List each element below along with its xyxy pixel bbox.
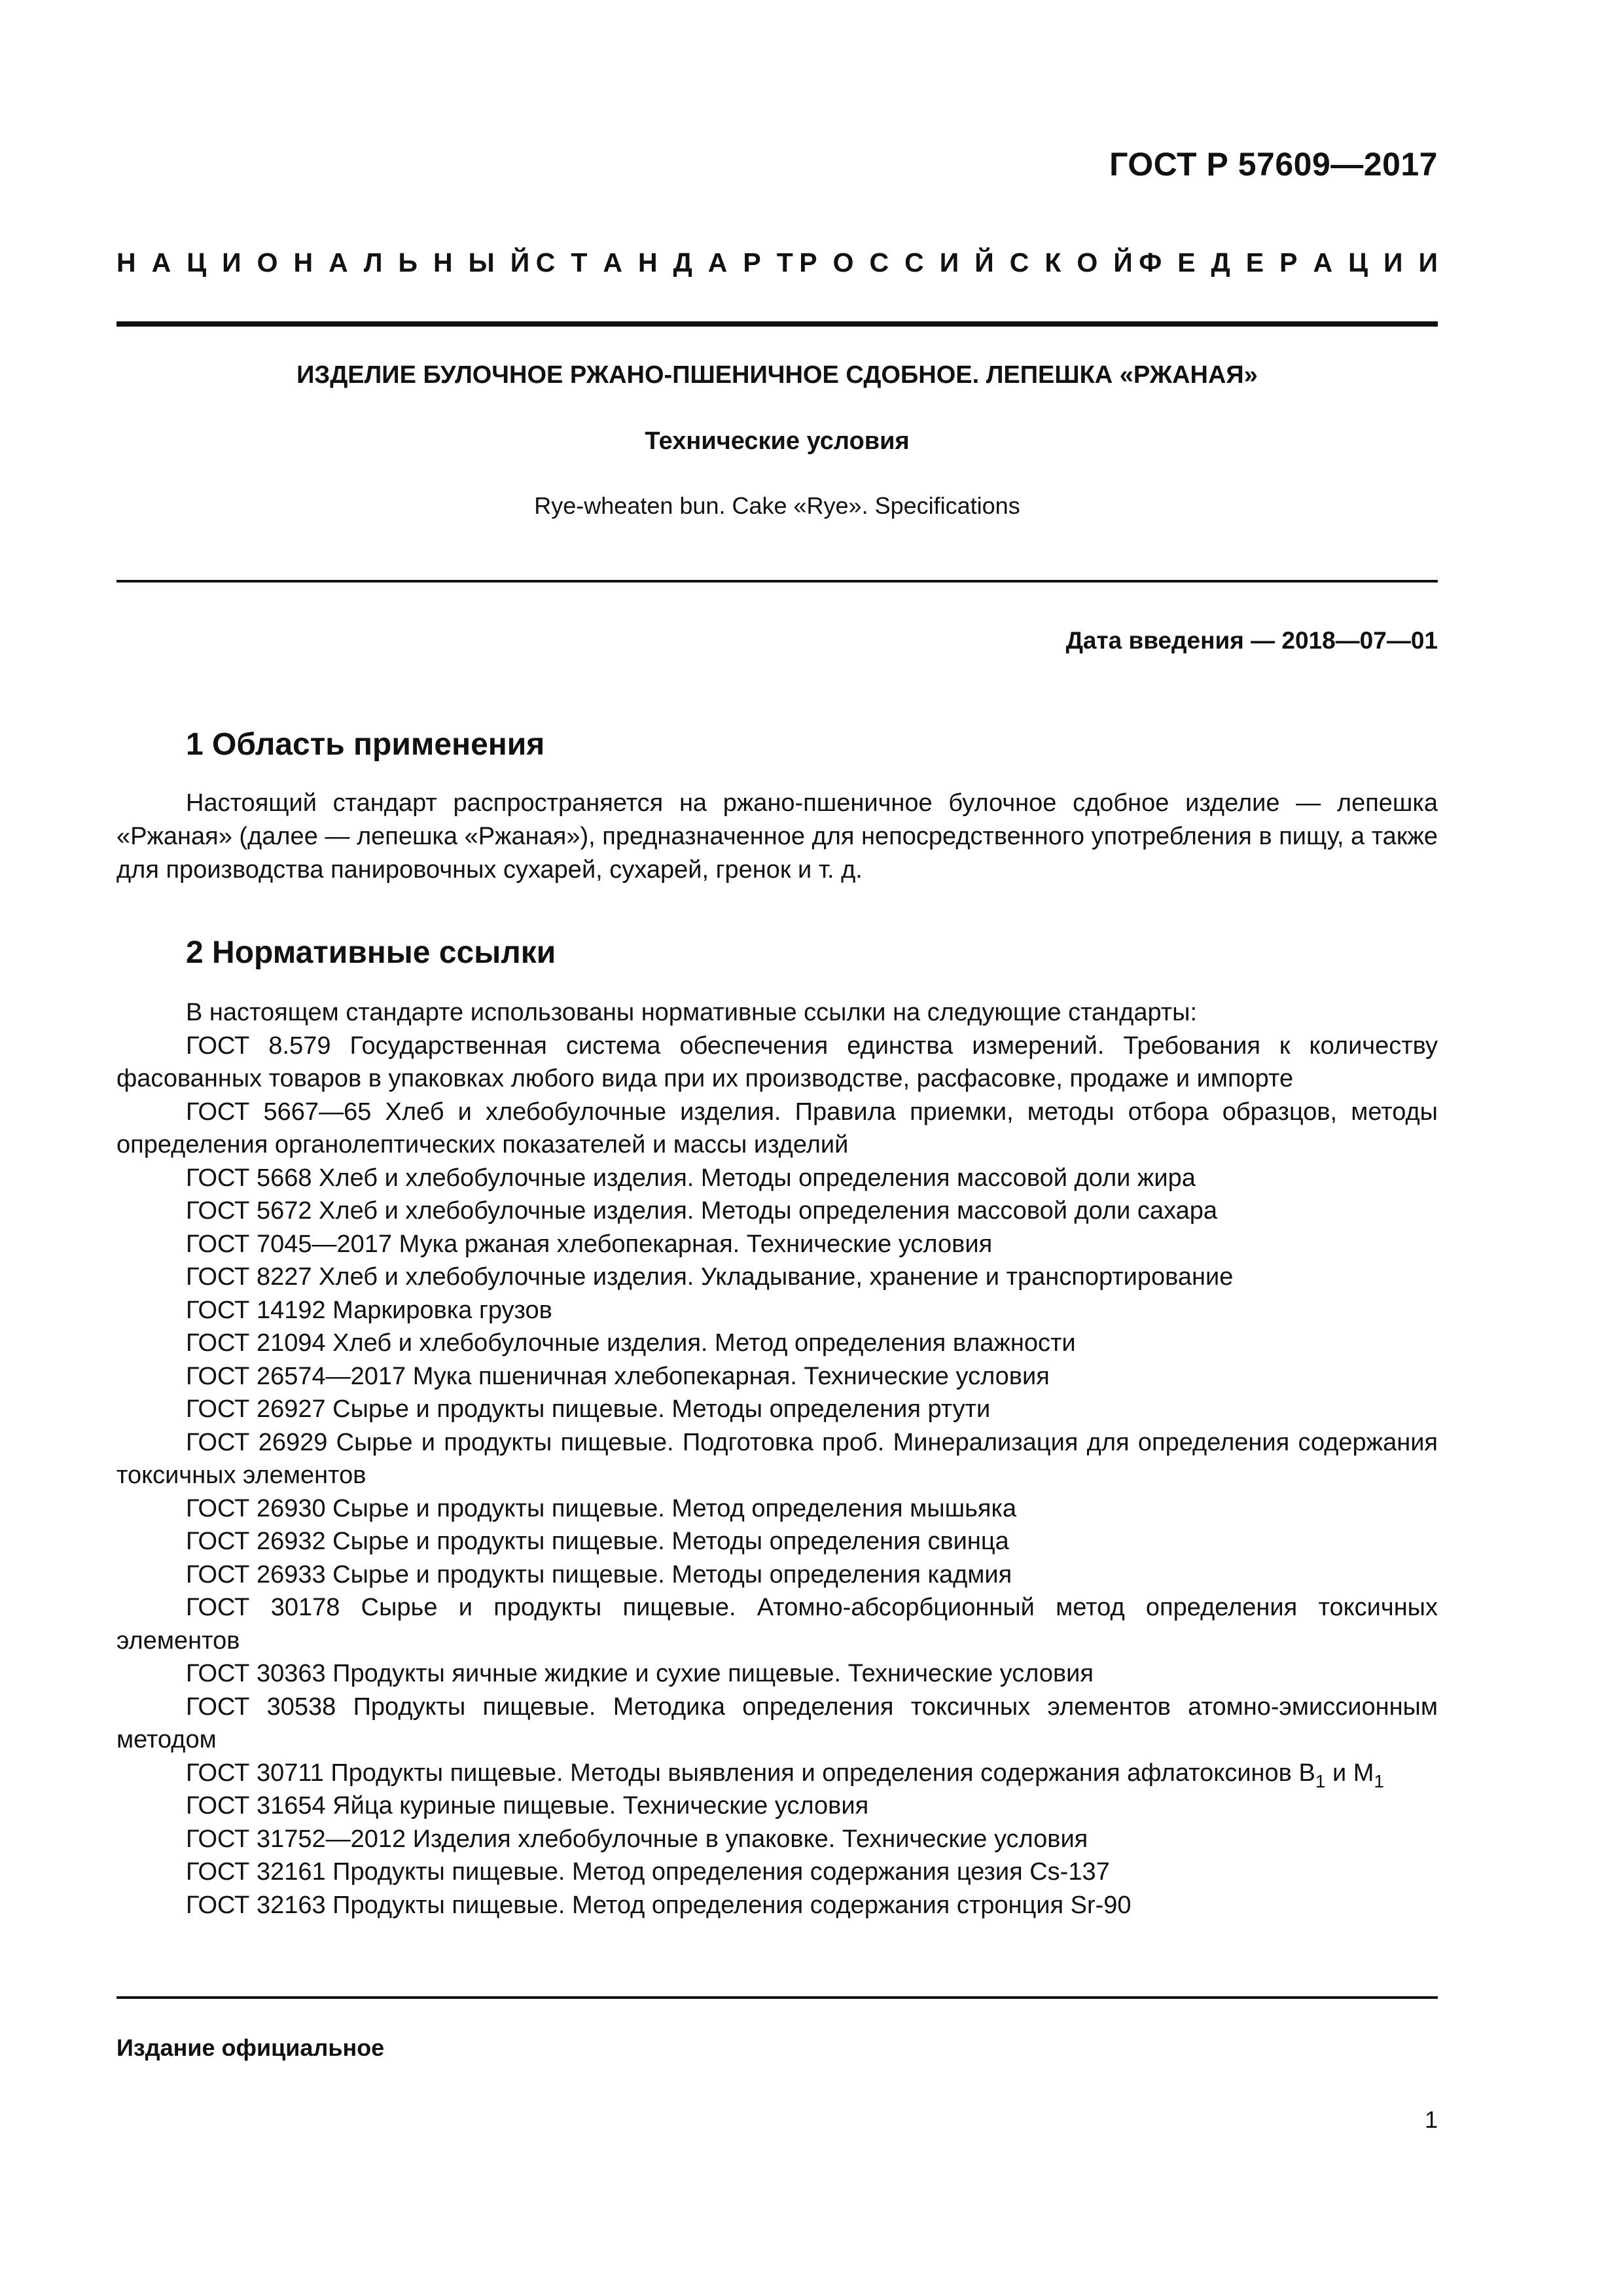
reference-item: ГОСТ 26933 Сырье и продукты пищевые. Методы определения кадмия <box>186 1560 1012 1588</box>
section-1-heading: 1 Область применения <box>186 727 545 762</box>
references-intro: В настоящем стандарте использованы нормативные ссылки на следующие стандарты: <box>186 999 1198 1026</box>
footer-divider <box>116 1996 1438 1999</box>
reference-item: ГОСТ 8227 Хлеб и хлебобулочные изделия. Укладывание, хранение и транспортирование <box>186 1263 1234 1291</box>
section-1-text: Настоящий стандарт распространяется на ржано-пшеничное булочное сдобное изделие — лепешка «Ржаная» (далее — лепешка «Ржаная»), предназначенное для непосредственного употребления в пищу, а также для производства панировочных сухарей, сухарей, гренок и т. д. <box>116 789 1438 884</box>
header-divider <box>116 321 1438 327</box>
english-title: Rye-wheaten bun. Cake «Rye». Specifications <box>534 492 1020 519</box>
title-divider <box>116 580 1438 583</box>
reference-item: ГОСТ 31654 Яйца куриные пищевые. Технические условия <box>186 1792 869 1820</box>
reference-item: ГОСТ 21094 Хлеб и хлебобулочные изделия. Метод определения влажности <box>186 1329 1076 1357</box>
document-subtitle: Технические условия <box>645 427 910 455</box>
reference-item: ГОСТ 5672 Хлеб и хлебобулочные изделия. Методы определения массовой доли сахара <box>186 1197 1218 1225</box>
reference-item-aflatoxins: ГОСТ 30711 Продукты пищевые. Методы выявления и определения содержания афлатоксинов $B_1$ и $M_1$ <box>186 1759 1384 1791</box>
reference-item: ГОСТ 5668 Хлеб и хлебобулочные изделия. Методы определения массовой доли жира <box>186 1164 1196 1192</box>
edition-label: Издание официальное <box>116 2034 385 2061</box>
header-word-1: Н А Ц И О Н А Л Ь Н Ы Й <box>116 247 530 278</box>
reference-item: ГОСТ 30178 Сырье и продукты пищевые. Атомно-абсорбционный метод определения токсичных элементов <box>116 1594 1438 1655</box>
reference-item: ГОСТ 30538 Продукты пищевые. Методика определения токсичных элементов атомно-эмиссионным методом <box>116 1693 1438 1753</box>
header-word-2: С Т А Н Д А Р Т <box>535 247 793 278</box>
normative-references-list <box>116 996 1438 1922</box>
reference-item: ГОСТ 31752—2012 Изделия хлебобулочные в упаковке. Технические условия <box>186 1825 1088 1853</box>
header-word-3: Р О С С И Й С К О Й <box>799 247 1133 278</box>
reference-item: ГОСТ 26930 Сырье и продукты пищевые. Метод определения мышьяка <box>186 1494 1017 1522</box>
reference-item: ГОСТ 30363 Продукты яичные жидкие и сухие пищевые. Технические условия <box>186 1660 1094 1687</box>
header-word-4: Ф Е Д Е Р А Ц И И <box>1139 247 1438 278</box>
reference-item: ГОСТ 14192 Маркировка грузов <box>186 1296 552 1324</box>
reference-item: ГОСТ 8.579 Государственная система обеспечения единства измерений. Требования к количеству фасованных товаров в упаковках любого вида при их производстве, расфасовке, продаже и импорте <box>116 1031 1438 1092</box>
reference-item: ГОСТ 32163 Продукты пищевые. Метод определения содержания стронция Sr-90 <box>186 1891 1132 1919</box>
reference-item: ГОСТ 26927 Сырье и продукты пищевые. Методы определения ртути <box>186 1395 991 1423</box>
reference-item: ГОСТ 32161 Продукты пищевые. Метод определения содержания цезия Cs-137 <box>186 1858 1110 1886</box>
standard-number: ГОСТ Р 57609—2017 <box>1109 146 1438 183</box>
document-title: ИЗДЕЛИЕ БУЛОЧНОЕ РЖАНО-ПШЕНИЧНОЕ СДОБНОЕ. ЛЕПЕШКА «РЖАНАЯ» <box>296 361 1258 389</box>
reference-item: ГОСТ 26574—2017 Мука пшеничная хлебопекарная. Технические условия <box>186 1362 1050 1390</box>
reference-item: ГОСТ 26929 Сырье и продукты пищевые. Подготовка проб. Минерализация для определения содержания токсичных элементов <box>116 1428 1438 1489</box>
page-number: 1 <box>1424 2106 1438 2133</box>
effective-date: Дата введения — 2018—07—01 <box>1065 627 1438 654</box>
national-standard-header <box>116 247 1438 278</box>
reference-item: ГОСТ 26932 Сырье и продукты пищевые. Методы определения свинца <box>186 1528 1009 1555</box>
reference-item: ГОСТ 7045—2017 Мука ржаная хлебопекарная. Технические условия <box>186 1230 993 1258</box>
reference-item: ГОСТ 5667—65 Хлеб и хлебобулочные изделия. Правила приемки, методы отбора образцов, методы определения органолептических показателей и массы изделий <box>116 1098 1438 1158</box>
section-2-heading: 2 Нормативные ссылки <box>186 935 556 970</box>
